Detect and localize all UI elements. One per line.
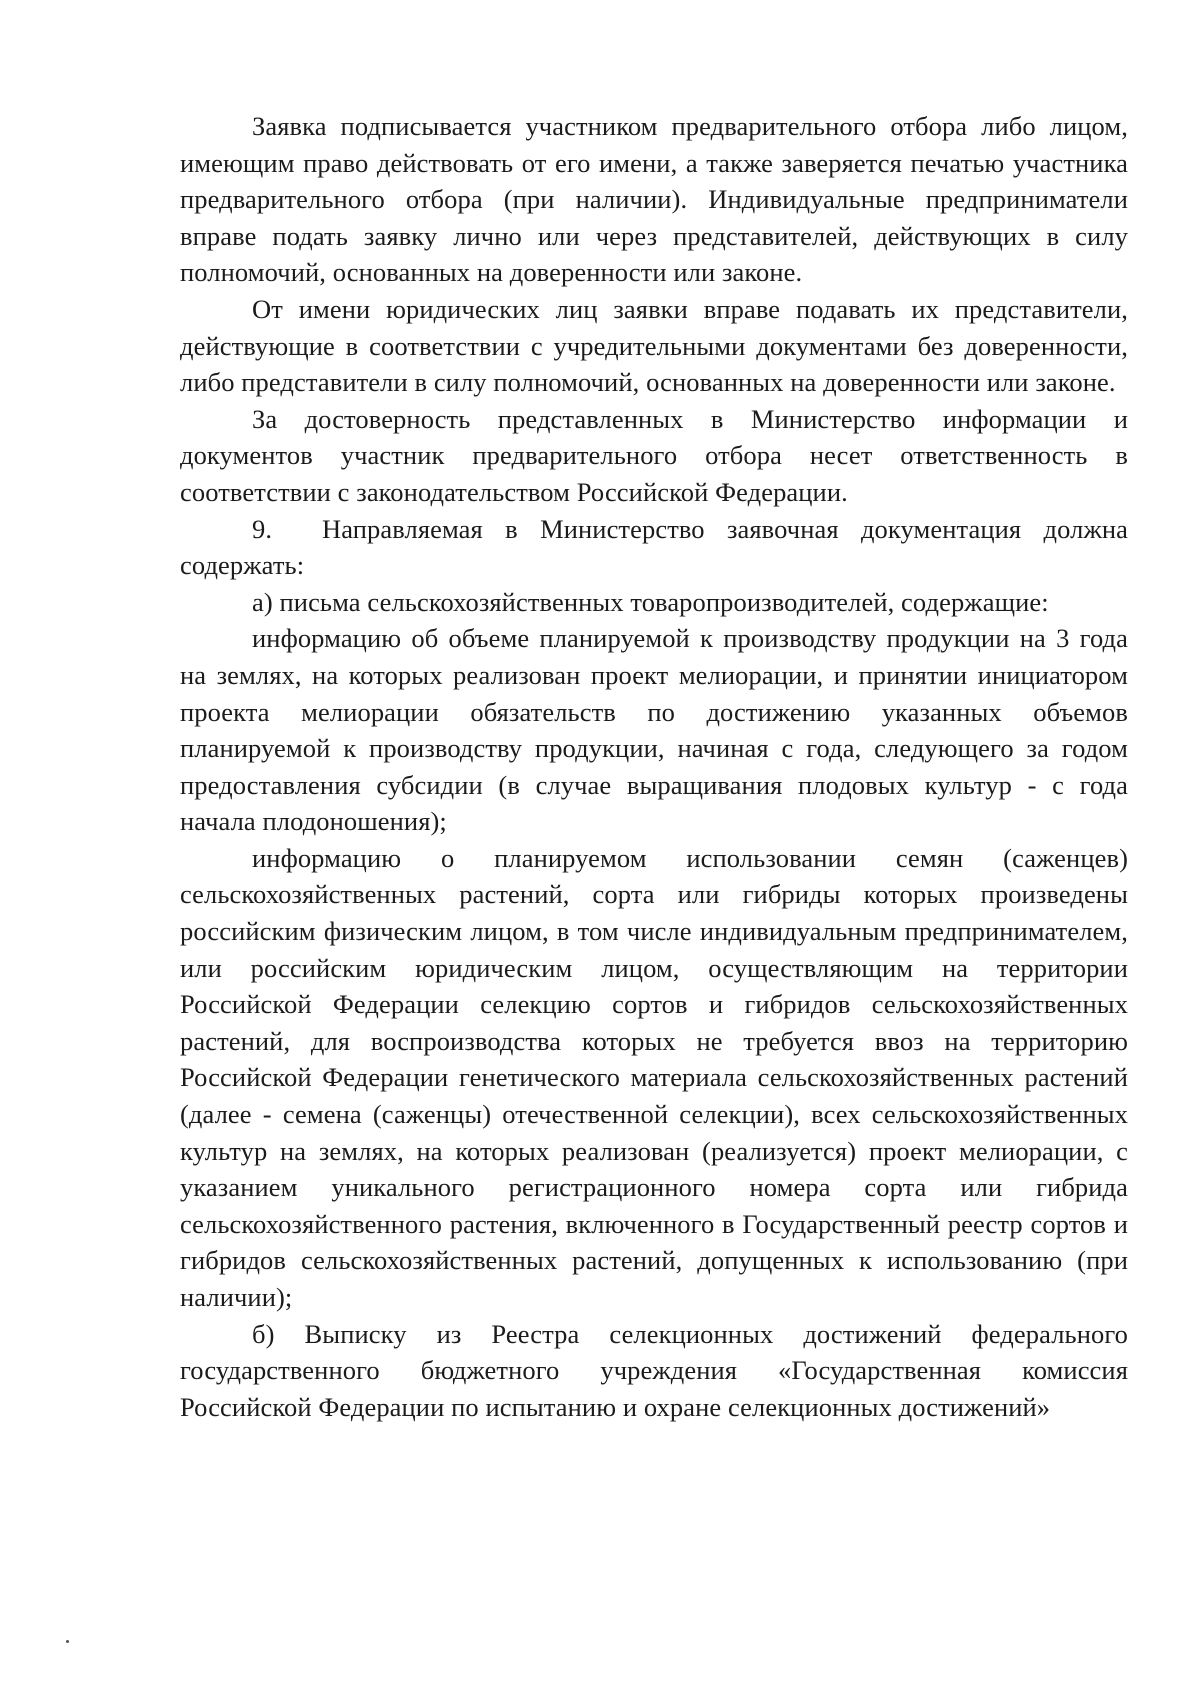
paragraph-seeds-info: информацию о планируемом использовании семян (саженцев) сельскохозяйственных растений, сорта или гибриды которых произведены российским физическим лицом, в том числе индивидуальным предпринимателем, или российским юридическим лицом, осуществляющим на территории Российской Федерации селекцию сортов и гибридов сельскохозяйственных растений, для воспроизводства которых не требуется ввоз на территорию Российской Федерации генетического материала сельскохозяйственных растений (далее - семена (саженцы) отечественной селекции), всех сельскохозяйственных культур на землях, на которых реализован (реализуется) проект мелиорации, с указанием уникального регистрационного номера сорта или гибрида сельскохозяйственного растения, включенного в Государственный реестр сортов и гибридов сельскохозяйственных растений, допущенных к использованию (при наличии); bbox=[180, 842, 1128, 1312]
item-text: Направляемая в Министерство заявочная документация должна содержать: bbox=[180, 513, 1128, 581]
paragraph-responsibility: За достоверность представленных в Министерство информации и документов участник предварительного отбора несет ответственность в соответствии с законодательством Российской Федерации. bbox=[180, 403, 1128, 507]
paragraph-legal-entities: От имени юридических лиц заявки вправе подавать их представители, действующие в соответствии с учредительными документами без доверенности, либо представители в силу полномочий, основанных на доверенности или законе. bbox=[180, 293, 1128, 398]
scan-speck bbox=[66, 1640, 69, 1643]
paragraph-production-info: информацию об объеме планируемой к производству продукции на 3 года на землях, на которых реализован проект мелиорации, и принятии инициатором проекта мелиорации обязательств по достижению указанных объемов планируемой к производству продукции, начиная с года, следующего за годом предоставления субсидии (в случае выращивания плодовых культур - с года начала плодоношения); bbox=[180, 623, 1128, 837]
document-body bbox=[180, 108, 1128, 1425]
paragraph-subitem-b: б) Выписку из Реестра селекционных достижений федерального государственного бюджетного учреждения «Государственная комиссия Российской Федерации по испытанию и охране селекционных достижений» bbox=[180, 1318, 1128, 1422]
item-number: 9. bbox=[252, 513, 273, 544]
paragraph-subitem-a: а) письма сельскохозяйственных товаропроизводителей, содержащие: bbox=[252, 586, 1049, 617]
paragraph-signature: Заявка подписывается участником предварительного отбора либо лицом, имеющим право действовать от его имени, а также заверяется печатью участника предварительного отбора (при наличии). Индивидуальные предприниматели вправе подать заявку лично или через представителей, действующих в силу полномочий, основанных на доверенности или законе. bbox=[180, 111, 1128, 288]
paragraph-item-9 bbox=[180, 511, 1128, 584]
